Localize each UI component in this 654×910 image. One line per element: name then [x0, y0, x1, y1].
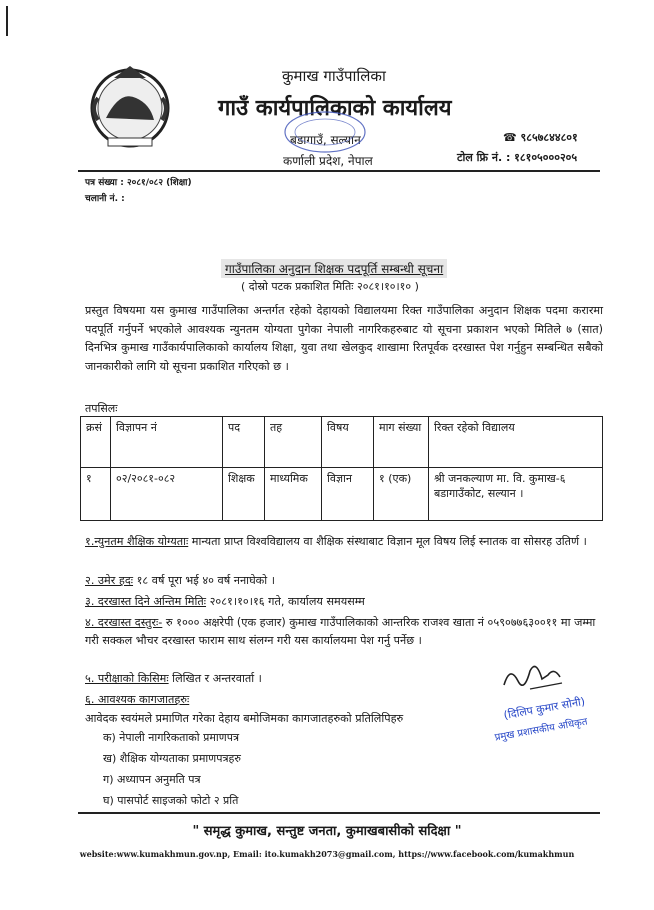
table-header: क्रसं — [81, 417, 111, 468]
signature-block — [490, 653, 608, 761]
section-text: मान्यता प्राप्त विश्वविद्यालय वा शैक्षिक संस्थाबाट विज्ञान मूल विषय लिई स्नातक वा सोसरह उतिर्ण । — [188, 535, 587, 548]
table-cell: १ — [81, 468, 111, 521]
phone-number: ☎ ९८५७८४४८०१ — [503, 131, 578, 144]
table-cell: शिक्षक — [223, 468, 265, 521]
section-label: ३. दरखास्त दिने अन्तिम मितिः — [85, 595, 207, 608]
table-cell: विज्ञान — [322, 468, 374, 521]
document-item: ख) शैक्षिक योग्यताका प्रमाणपत्रहरु — [103, 752, 241, 765]
office-place: बडागाउँ, सल्यान — [290, 133, 361, 147]
signatory-designation: प्रमुख प्रशासकीय अधिकृत — [493, 716, 589, 744]
vacancy-table — [80, 416, 603, 521]
section-exam-type — [85, 670, 485, 688]
header-divider — [78, 170, 600, 172]
table-header: विज्ञापन नं — [111, 417, 223, 468]
section-qualification — [85, 533, 603, 551]
municipality-name: कुमाख गाउँपालिका — [282, 67, 386, 85]
section-label: २. उमेर हदः — [85, 574, 134, 587]
document-item: क) नेपाली नागरिकताको प्रमाणपत्र — [103, 731, 240, 744]
footer-divider — [78, 812, 600, 814]
table-header: तह — [265, 417, 322, 468]
office-title: गाउँ कार्यपालिकाको कार्यालय — [218, 95, 452, 121]
section-text: २०८१।१०।१६ गते, कार्यालय समयसम्म — [206, 595, 365, 608]
section-label: ५. परीक्षाको किसिमः — [85, 672, 169, 685]
slogan: " समृद्ध कुमाख, सन्तुष्ट जनता, कुमाखबासीको सदिक्षा " — [192, 824, 462, 839]
section-text: लिखित र अन्तरवार्ता । — [168, 672, 262, 685]
signatory-name: (दिलिप कुमार सोनी) — [502, 694, 587, 722]
office-province: कर्णाली प्रदेश, नेपाल — [283, 154, 373, 168]
document-item: घ) पासपोर्ट साइजको फोटो २ प्रति — [103, 794, 239, 807]
table-cell: ०२/२०८१-०८२ — [111, 468, 223, 521]
section-label: ४. दरखास्त दस्तुरः- — [85, 616, 163, 629]
table-header-row — [81, 417, 603, 468]
page-corner-mark — [6, 6, 8, 36]
toll-free-number: टोल फ्रि नं. : १८१०५०००२०५ — [457, 151, 578, 164]
section-label: १.न्युनतम शैक्षिक योग्यताः — [85, 535, 189, 548]
section-age-limit — [85, 572, 603, 590]
notice-title: गाउँपालिका अनुदान शिक्षक पदपूर्ति सम्बन्धी सूचना — [221, 259, 447, 278]
table-row — [81, 468, 603, 521]
details-label: तपसिलः — [85, 402, 118, 415]
document-item: ग) अध्यापन अनुमति पत्र — [103, 773, 201, 786]
section-label: ६. आवश्यक कागजातहरुः — [85, 693, 190, 706]
table-header: विषय — [322, 417, 374, 468]
section-fee — [85, 614, 603, 650]
section-documents — [85, 691, 485, 709]
section-text: १८ वर्ष पूरा भई ४० वर्ष ननाघेको । — [133, 574, 275, 587]
letter-number: पत्र संख्या : २०८१/०८२ (शिक्षा) — [85, 178, 192, 188]
dispatch-number: चलानी नं. : — [85, 194, 125, 204]
table-header: रिक्त रहेको विद्यालय — [429, 417, 603, 468]
table-cell: माध्यमिक — [265, 468, 322, 521]
table-header: पद — [223, 417, 265, 468]
section-deadline — [85, 593, 603, 611]
notice-body: प्रस्तुत विषयमा यस कुमाख गाउँपालिका अन्तर्गत रहेको देहायको विद्यालयमा रिक्त गाउँपालिका अनुदान शिक्षक पदमा करारमा पदपूर्ति गर्नुपर्ने भएकोले आवश्यक न्युनतम योग्यता पुगेका नेपाली नागरिकहरुबाट यो सूचना प्रकाशन भएको मितिले ७ (सात) दिनभित्र कुमाख गाउँकार्यपालिकाको कार्यालय शिक्षा, युवा तथा खेलकुद शाखामा रितपूर्वक दरखास्त पेश गर्नुहुन सम्बन्धित सबैको जानकारीको लागि यो सूचना प्रकाशित गरिएको छ । — [85, 304, 603, 373]
office-stamp-icon — [280, 108, 370, 156]
footer-contact: website:www.kumakhmun.gov.np, Email: ito.kumakh2073@gmail.com, https://www.facebook.com/kumakhmun — [79, 849, 575, 859]
nepal-emblem-icon — [84, 58, 176, 150]
table-header: माग संख्या — [374, 417, 429, 468]
documents-intro: आवेदक स्वयंमले प्रमाणित गरेका देहाय बमोजिमका कागजातहरुको प्रतिलिपिहरु — [85, 712, 404, 725]
table-cell: १ (एक) — [374, 468, 429, 521]
section-text: रु १००० अक्षरेपी (एक हजार) कुमाख गाउँपालिकाको आन्तरिक राजश्व खाता नं ०५९०७७६३००११ मा जम्मा गरी सक्कल भौचर दरखास्त फाराम साथ संलग्न गरी यस कार्यालयमा पेश गर्नु पर्नेछ । — [85, 616, 596, 647]
table-cell: श्री जनकल्याण मा. वि. कुमाख-६ बडागाउँकोट, सल्यान । — [429, 468, 603, 521]
notice-date: ( दोस्रो पटक प्रकाशित मितिः २०८१।१०।१० ) — [241, 280, 419, 293]
